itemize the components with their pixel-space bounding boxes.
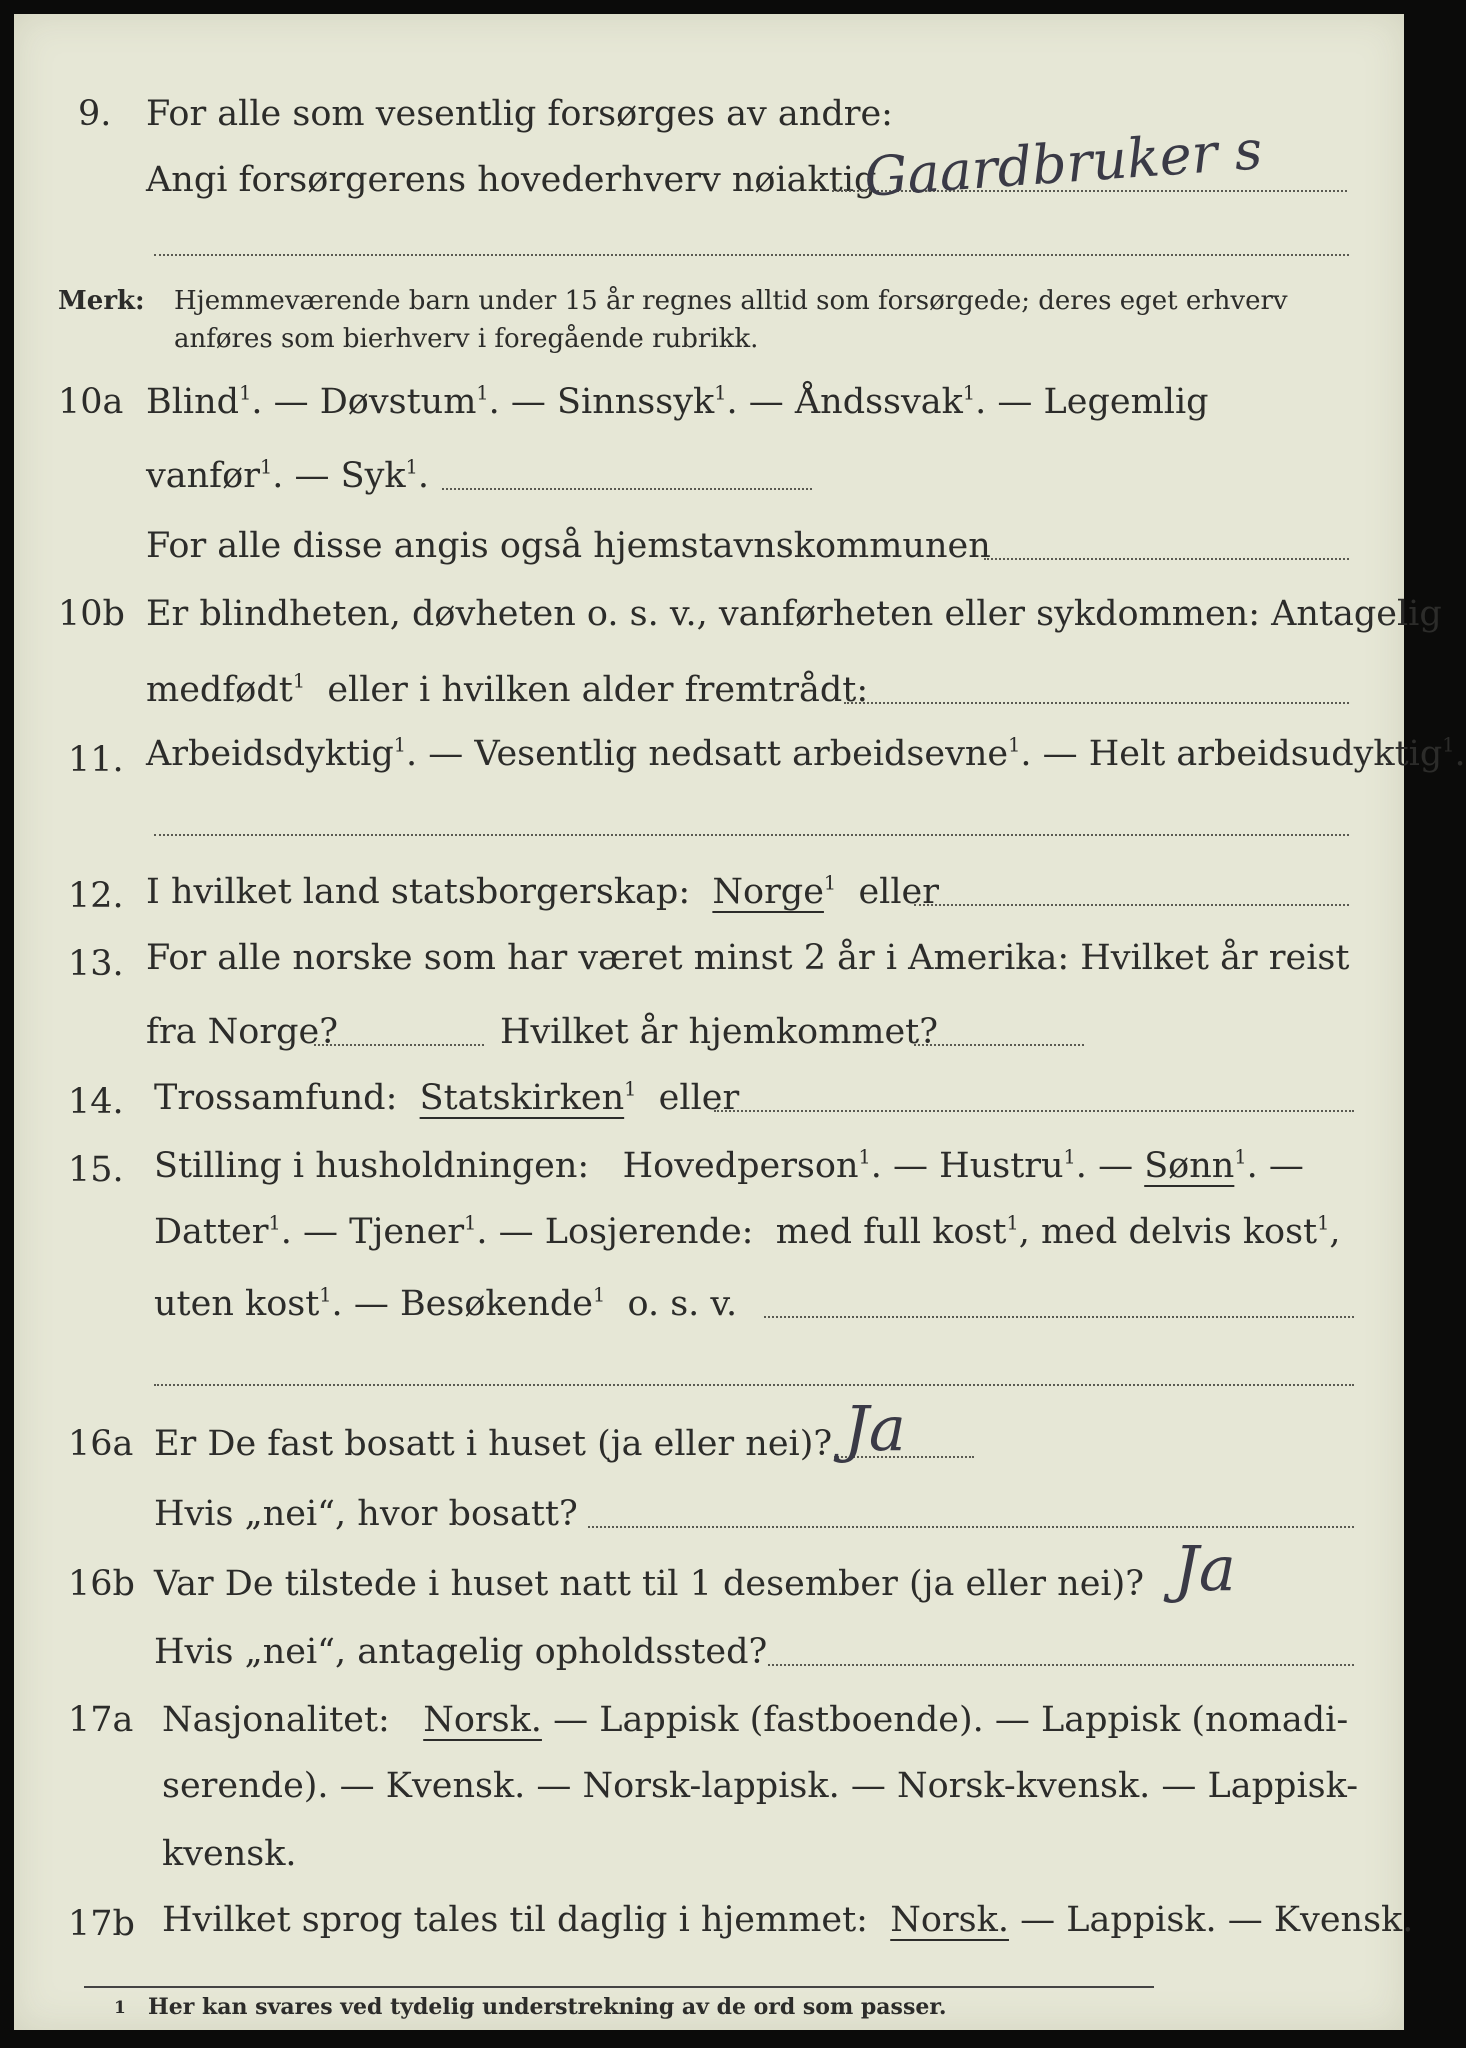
- q13-line2b: Hvilket år hjemkommet?: [500, 1012, 939, 1052]
- q9-handwritten-answer: Gaardbruker s: [862, 118, 1265, 209]
- merk-line2: anføres som bierhverv i foregående rubrikk.: [174, 324, 759, 354]
- q14-number: 14.: [68, 1082, 124, 1122]
- q13-reist-line: [314, 1044, 484, 1046]
- q15-other-line: [764, 1316, 1354, 1318]
- q15-sonn-underlined: Sønn: [1144, 1146, 1235, 1186]
- footnote-text: Her kan svares ved tydelig understrekning av de ord som passer.: [148, 1994, 947, 2020]
- q16a-number: 16a: [68, 1424, 134, 1464]
- q17b-number: 17b: [68, 1904, 135, 1944]
- q17a-line3: kvensk.: [162, 1834, 297, 1874]
- q9-line1: For alle som vesentlig forsørges av andre:: [146, 94, 893, 134]
- q12-number: 12.: [68, 876, 124, 916]
- merk-label: Merk:: [58, 286, 145, 316]
- footnote-mark: 1: [114, 1998, 126, 2018]
- census-form-page: [14, 14, 1466, 2030]
- q16b-opholdssted-line: [768, 1664, 1354, 1666]
- q15-extra-line: [154, 1384, 1354, 1386]
- q15-line1: Stilling i husholdningen: Hovedperson$^1$. — Hustru$^1$. — Sønn$^1$. —: [154, 1145, 1304, 1186]
- q10b-number: 10b: [58, 594, 125, 634]
- q15-line3: uten kost$^1$. — Besøkende$^1$ o. s. v.: [154, 1283, 738, 1324]
- q17a-line1: Nasjonalitet: Norsk. — Lappisk (fastboende). — Lappisk (nomadi-: [162, 1700, 1349, 1740]
- q10a-line3: For alle disse angis også hjemstavnskommunen: [146, 526, 991, 566]
- q16b-number: 16b: [68, 1564, 135, 1604]
- q16a-bosatt-line: [588, 1526, 1354, 1528]
- q14-statskirken-underlined: Statskirken: [419, 1078, 625, 1118]
- q11-extra-line: [154, 834, 1349, 836]
- q10a-hjemstavn-line: [984, 558, 1349, 560]
- q16a-handwritten-answer: Ja: [844, 1392, 906, 1465]
- q17b-line1: Hvilket sprog tales til daglig i hjemmet: Norsk. — Lappisk. — Kvensk.: [162, 1900, 1414, 1940]
- q10b-line1: Er blindheten, døvheten o. s. v., vanførheten eller sykdommen: Antagelig: [146, 594, 1442, 634]
- q14-text: Trossamfund: Statskirken$^1$ eller: [154, 1077, 740, 1118]
- q15-line2: Datter$^1$. — Tjener$^1$. — Losjerende: med full kost$^1$, med delvis kost$^1$,: [154, 1211, 1341, 1252]
- q12-other-line: [914, 904, 1349, 906]
- footnote-separator: [84, 1986, 1154, 1988]
- q16a-line2: Hvis „nei“, hvor bosatt?: [154, 1494, 578, 1534]
- q9-extra-line: [154, 254, 1349, 256]
- q15-number: 15.: [68, 1150, 124, 1190]
- q13-line1: For alle norske som har været minst 2 år i Amerika: Hvilket år reist: [146, 938, 1350, 978]
- q17a-norsk-underlined: Norsk.: [423, 1700, 542, 1740]
- q16a-line1: Er De fast bosatt i huset (ja eller nei)?: [154, 1424, 833, 1464]
- q10a-line2: vanfør$^1$. — Syk$^1$.: [146, 455, 429, 496]
- q16b-line2: Hvis „nei“, antagelig opholdssted?: [154, 1632, 768, 1672]
- q16b-line1: Var De tilstede i huset natt til 1 desember (ja eller nei)?: [154, 1564, 1145, 1604]
- q17b-norsk-underlined: Norsk.: [890, 1900, 1009, 1940]
- q10b-line2: medfødt$^1$ eller i hvilken alder fremtrådt:: [146, 669, 869, 710]
- q10b-alder-line: [844, 702, 1349, 704]
- q12-text: I hvilket land statsborgerskap: Norge$^1$ eller: [146, 871, 939, 912]
- q10a-line1: Blind$^1$. — Døvstum$^1$. — Sinnssyk$^1$. — Åndssvak$^1$. — Legemlig: [146, 381, 1209, 422]
- q9-number: 9.: [78, 94, 112, 134]
- q10a-number: 10a: [58, 382, 124, 422]
- q11-options: Arbeidsdyktig$^1$. — Vesentlig nedsatt arbeidsevne$^1$. — Helt arbeidsudyktig$^1$.: [146, 733, 1466, 774]
- merk-line1: Hjemmeværende barn under 15 år regnes alltid som forsørgede; deres eget erhverv: [174, 286, 1288, 316]
- q13-hjemkommet-line: [914, 1044, 1084, 1046]
- q13-number: 13.: [68, 944, 124, 984]
- q12-norge-underlined: Norge: [712, 872, 824, 912]
- q14-other-line: [714, 1110, 1354, 1112]
- q10a-syk-line: [442, 488, 812, 490]
- q17a-line2: serende). — Kvensk. — Norsk-lappisk. — Norsk-kvensk. — Lappisk-: [162, 1766, 1359, 1806]
- q9-line2: Angi forsørgerens hovederhverv nøiaktig: [146, 160, 877, 200]
- q13-line2a: fra Norge?: [146, 1012, 338, 1052]
- q11-number: 11.: [68, 740, 124, 780]
- q16b-handwritten-answer: Ja: [1174, 1532, 1236, 1605]
- q17a-number: 17a: [68, 1700, 134, 1740]
